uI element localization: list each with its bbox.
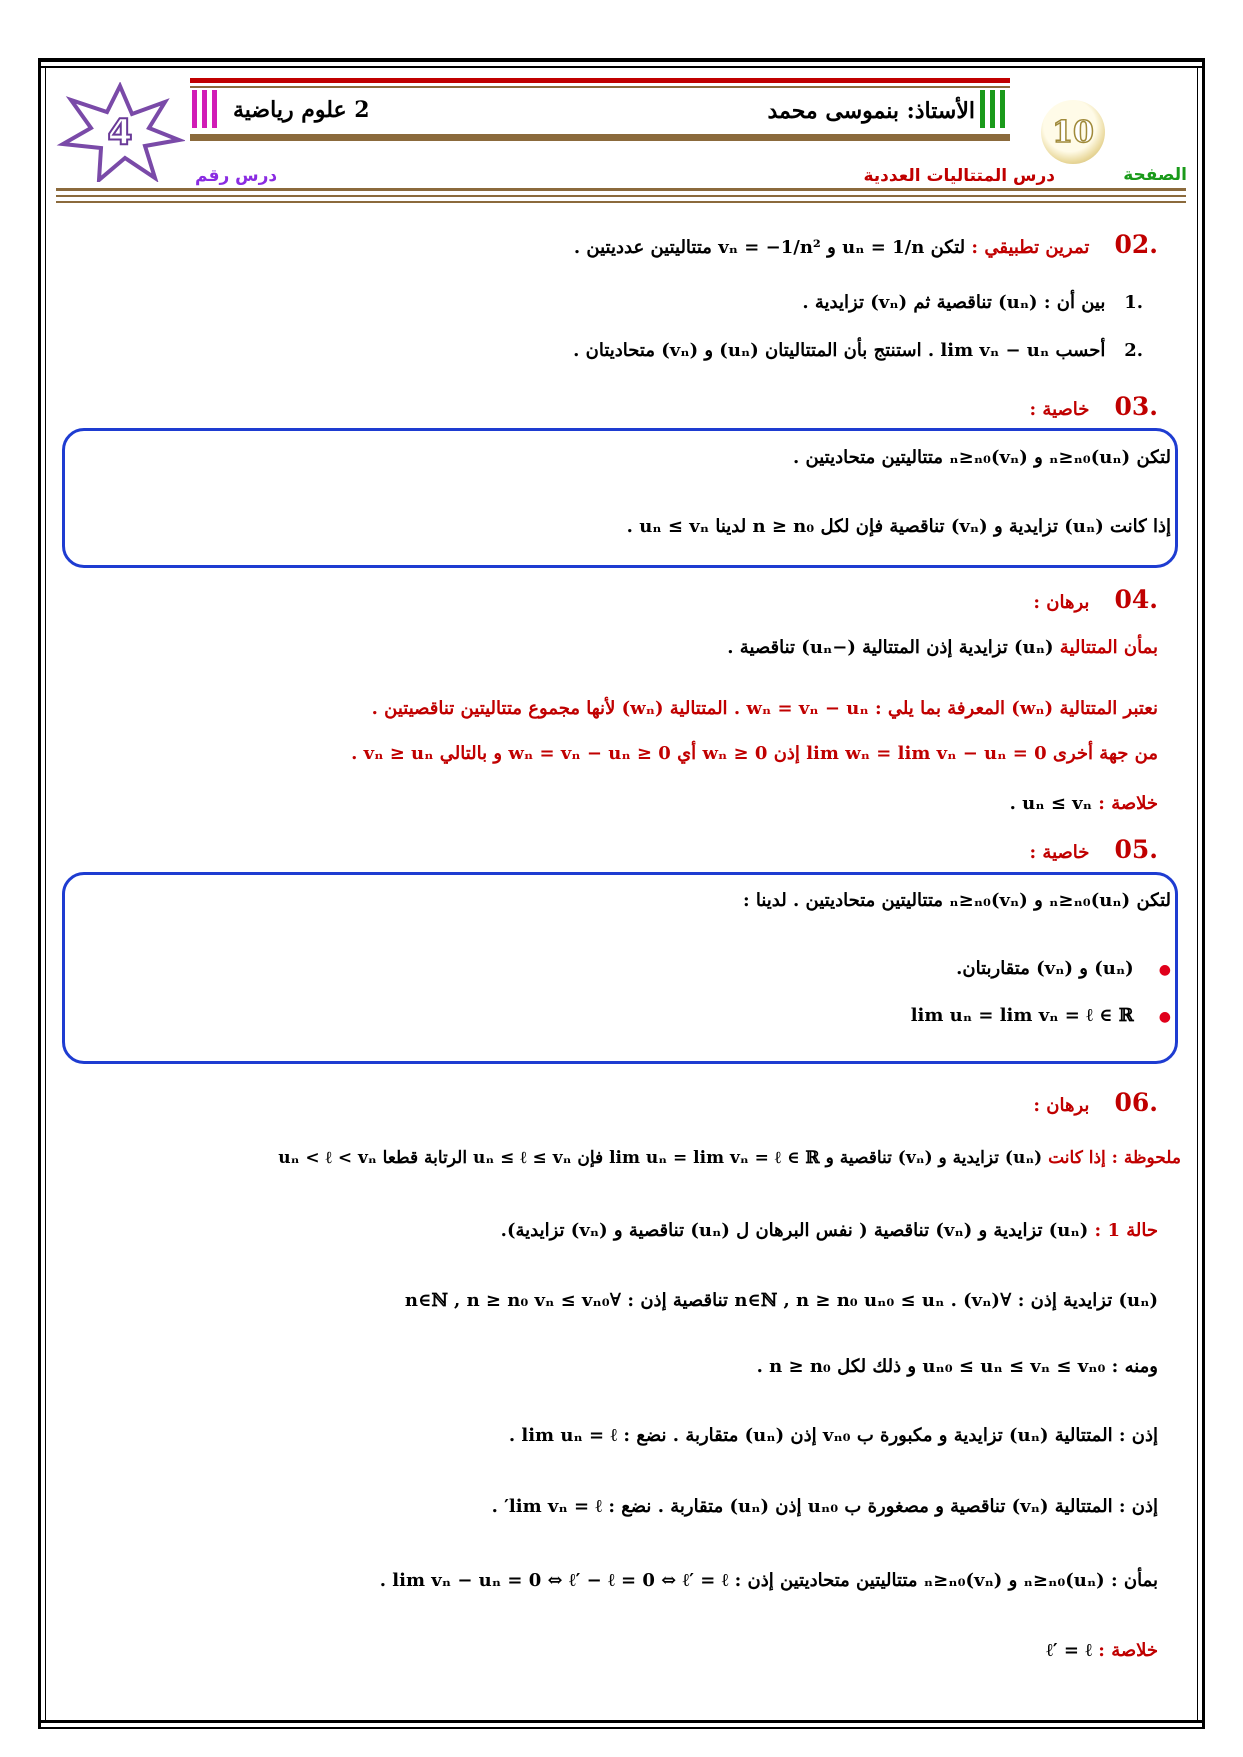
- section-02-intro: لتكن: [930, 237, 966, 258]
- section-03-title: خاصية :: [1029, 399, 1090, 420]
- frame-border-right: [1202, 60, 1205, 1728]
- header-rule: [190, 86, 1010, 88]
- lesson-title: درس المتتاليات العددية: [863, 166, 1055, 186]
- section-03-heading: [1030, 392, 1158, 421]
- star-badge-icon: [55, 82, 185, 182]
- note-line: [278, 1148, 1181, 1168]
- proof-2-conclusion-text: ℓ′ = ℓ: [1046, 1640, 1092, 1661]
- question-2-text: أحسب lim vₙ − uₙ . استنتج بأن المتتاليتان (uₙ) و (vₙ) متحاديتان .: [573, 340, 1106, 361]
- frame-border-left: [38, 60, 41, 1728]
- page-number-badge: 10: [1041, 100, 1105, 164]
- stripes-right: [980, 90, 1005, 128]
- bullet-icon: ●: [1158, 1009, 1171, 1025]
- frame-border-top: [38, 58, 1205, 62]
- proof-1-conclusion-text: uₙ ≤ vₙ .: [1009, 793, 1092, 814]
- section-04-title: برهان :: [1033, 592, 1090, 613]
- lesson-number-label: درس رقم: [195, 166, 278, 186]
- proof-2-line-1: (uₙ) تزايدية إذن : ∀n∈ℕ , n ≥ n₀ uₙ₀ ≤ uₙ . (vₙ) تناقصية إذن : ∀n∈ℕ , n ≥ n₀ vₙ ≤ vₙ₀: [404, 1290, 1158, 1311]
- section-03-number: .03: [1114, 392, 1158, 421]
- section-06-heading: [1033, 1088, 1158, 1117]
- proof-2-conclusion-label: خلاصة :: [1098, 1640, 1158, 1661]
- frame-border-top-inner: [38, 66, 1205, 68]
- badge-number: 4: [107, 112, 133, 153]
- frame-border-right-inner: [1197, 68, 1198, 1720]
- property-2-bullet-1-text: (uₙ) و (vₙ) متقاربتان.: [956, 958, 1134, 979]
- bullet-icon: ●: [1158, 962, 1171, 978]
- proof-1-line-1-lead: بمأن المتتالية: [1059, 637, 1158, 658]
- section-05-number: .05: [1114, 835, 1158, 864]
- frame-border-bottom-inner: [38, 1727, 1205, 1729]
- vn-definition: vₙ = −1/n²: [718, 237, 821, 258]
- section-06-title: برهان :: [1033, 1095, 1090, 1116]
- section-02-title: تمرين تطبيقي :: [971, 237, 1090, 258]
- proof-1-line-2: نعتبر المتتالية (wₙ) المعرفة بما يلي : wₙ = vₙ − uₙ . المتتالية (wₙ) لأنها مجموع متتاليتين تناقصيتين .: [371, 698, 1158, 719]
- proof-1-line-3: من جهة أخرى lim wₙ = lim vₙ − uₙ = 0 إذن wₙ ≥ 0 أي wₙ = vₙ − uₙ ≥ 0 و بالتالي vₙ ≥ uₙ .: [351, 743, 1158, 764]
- proof-2-line-5: بمأن : (uₙ)ₙ≥ₙ₀ و (vₙ)ₙ≥ₙ₀ متتاليتين متحاديتين إذن : lim vₙ − uₙ = 0 ⇔ ℓ′ − ℓ = 0 ⇔ ℓ′ = ℓ .: [379, 1570, 1158, 1591]
- question-1-text: بين أن : (uₙ) تناقصية ثم (vₙ) تزايدية .: [802, 292, 1106, 313]
- stripes-left: [192, 90, 217, 128]
- property-2-bullet-2-text: lim uₙ = lim vₙ = ℓ ∈ ℝ: [910, 1005, 1134, 1026]
- section-02-tail: متتاليتين عدديتين .: [573, 237, 712, 258]
- case-1-line: [501, 1220, 1158, 1241]
- proof-2-conclusion: [1046, 1640, 1158, 1661]
- section-02-number: .02: [1114, 230, 1158, 259]
- proof-2-line-2: ومنه : uₙ₀ ≤ uₙ ≤ vₙ ≤ vₙ₀ و ذلك لكل n ≥ n₀ .: [756, 1356, 1158, 1377]
- property-2-line-1: لتكن (uₙ)ₙ≥ₙ₀ و (vₙ)ₙ≥ₙ₀ متتاليتين متحاديتين . لدينا :: [742, 890, 1171, 911]
- question-1: [802, 292, 1143, 313]
- property-1-line-2: إذا كانت (uₙ) تزايدية و (vₙ) تناقصية فإن لكل n ≥ n₀ لدينا uₙ ≤ vₙ .: [626, 516, 1171, 537]
- section-05-title: خاصية :: [1029, 842, 1090, 863]
- case-1-text: (uₙ) تزايدية و (vₙ) تناقصية ( نفس البرهان ل (uₙ) تناقصية و (vₙ) تزايدية).: [500, 1220, 1089, 1241]
- frame-border-left-inner: [45, 68, 46, 1720]
- section-06-number: .06: [1114, 1088, 1158, 1117]
- proof-1-line-1-text: (uₙ) تزايدية إذن المتتالية (−uₙ) تناقصية .: [727, 637, 1054, 658]
- header-red-bar: [190, 78, 1010, 83]
- and-word: و: [827, 237, 836, 258]
- question-2: [573, 340, 1143, 361]
- header-under-rule-1: [56, 188, 1186, 191]
- property-2-bullet-1: [956, 958, 1171, 979]
- note-text: (uₙ) تزايدية و (vₙ) تناقصية و lim uₙ = lim vₙ = ℓ ∈ ℝ فإن uₙ ≤ ℓ ≤ vₙ الرتابة قطعا uₙ < ℓ < vₙ: [278, 1148, 1043, 1168]
- header-under-rule-2: [56, 195, 1186, 197]
- case-1-label: حالة 1 :: [1094, 1220, 1158, 1241]
- level-label: 2 علوم رياضية: [233, 97, 370, 123]
- property-2-bullet-2: [911, 1005, 1171, 1026]
- proof-2-line-4: إذن : المتتالية (vₙ) تناقصية و مصغورة ب uₙ₀ إذن (uₙ) متقاربة . نضع : lim vₙ = ℓ′ .: [491, 1496, 1158, 1517]
- question-2-number: .2: [1124, 340, 1143, 361]
- proof-1-conclusion: [1010, 793, 1158, 814]
- header-under-rule-3: [56, 201, 1186, 203]
- question-1-number: .1: [1124, 292, 1143, 313]
- section-02-heading: [574, 230, 1158, 259]
- page-label: الصفحة: [1123, 165, 1187, 185]
- teacher-name: الأستاذ: بنموسى محمد: [767, 98, 975, 124]
- property-1-line-1: لتكن (uₙ)ₙ≥ₙ₀ و (vₙ)ₙ≥ₙ₀ متتاليتين متحاديتين .: [792, 447, 1171, 468]
- proof-1-line-1: [727, 637, 1158, 658]
- frame-border-bottom: [38, 1720, 1205, 1723]
- section-04-number: .04: [1114, 585, 1158, 614]
- note-label: ملحوظة : إذا كانت: [1048, 1148, 1181, 1168]
- section-05-heading: [1030, 835, 1158, 864]
- section-04-heading: [1033, 585, 1158, 614]
- proof-1-conclusion-label: خلاصة :: [1098, 793, 1158, 814]
- header-brown-bar: [190, 134, 1010, 141]
- un-definition: uₙ = 1/n: [842, 237, 925, 258]
- proof-2-line-3: إذن : المتتالية (uₙ) تزايدية و مكبورة ب vₙ₀ إذن (uₙ) متقاربة . نضع : lim uₙ = ℓ .: [508, 1425, 1158, 1446]
